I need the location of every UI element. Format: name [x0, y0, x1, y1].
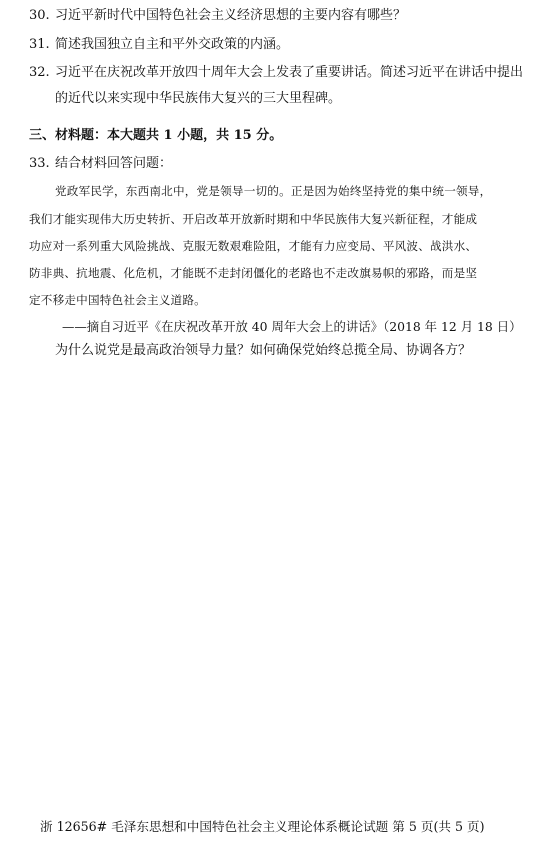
question-number: 31. [29, 37, 50, 52]
question-32 [29, 65, 523, 81]
passage-line: 定不移走中国特色社会主义道路。 [29, 293, 206, 307]
question-30 [29, 8, 406, 24]
question-number: 32. [29, 65, 50, 80]
question-number: 33. [29, 156, 50, 171]
question-33 [29, 156, 172, 172]
section-heading: 三、材料题：本大题共 1 小题，共 15 分。 [29, 128, 283, 143]
passage-line: 功应对一系列重大风险挑战、克服无数艰难险阻，才能有力应变局、平风波、战洪水、 [29, 239, 478, 253]
question-prompt: 结合材料回答问题： [55, 156, 173, 171]
question-33-text: 为什么说党是最高政治领导力量？如何确保党始终总揽全局、协调各方？ [55, 343, 472, 358]
question-text: 习近平新时代中国特色社会主义经济思想的主要内容有哪些？ [55, 8, 407, 23]
question-text-line1: 习近平在庆祝改革开放四十周年大会上发表了重要讲话。简述习近平在讲话中提出 [55, 65, 524, 80]
passage-line: 我们才能实现伟大历史转折、开启改革开放新时期和中华民族伟大复兴新征程，才能成 [29, 212, 478, 226]
question-32-continuation: 的近代以来实现中华民族伟大复兴的三大里程碑。 [55, 91, 342, 106]
page-footer: 浙 12656# 毛泽东思想和中国特色社会主义理论体系概论试题 第 5 页(共 5 页) [40, 819, 485, 834]
question-number: 30. [29, 8, 50, 23]
passage-line: 防非典、抗地震、化危机，才能既不走封闭僵化的老路也不走改旗易帜的邪路，而是坚 [29, 266, 478, 280]
question-text: 简述我国独立自主和平外交政策的内涵。 [55, 37, 290, 52]
source-citation: ——摘自习近平《在庆祝改革开放 40 周年大会上的讲话》（2018 年 12 月 18 日） [62, 319, 522, 334]
passage-line: 党政军民学，东西南北中，党是领导一切的。正是因为始终坚持党的集中统一领导， [55, 184, 492, 198]
question-31 [29, 37, 289, 53]
